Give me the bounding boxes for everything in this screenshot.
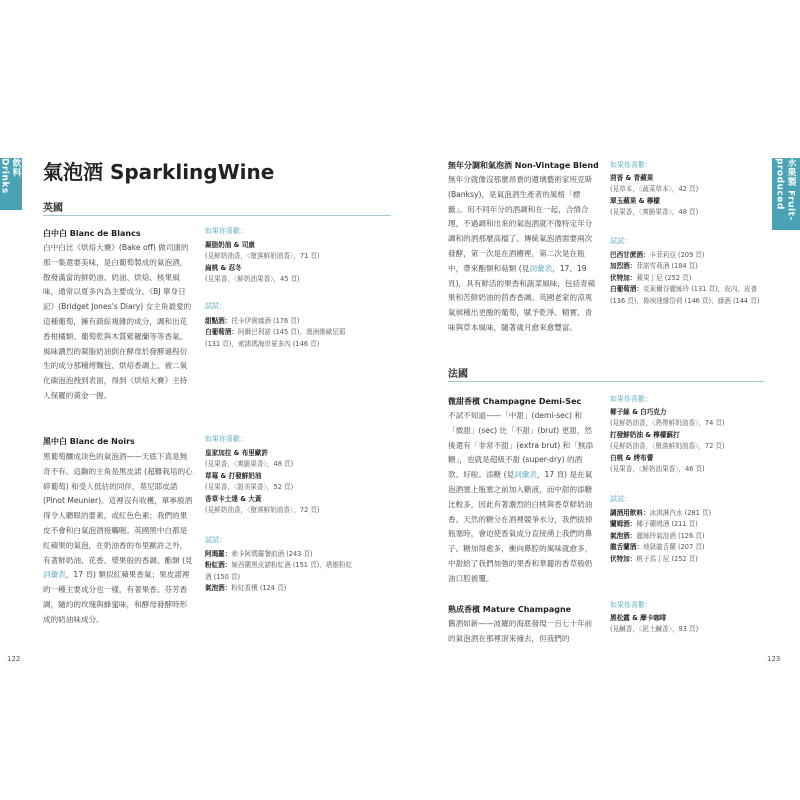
- try-list: 阿瑪羅：索卡阿瑪羅餐前酒 (243 頁) 粉紅酒：姬西蘭黑皮諾粉紅酒 (151 頁)，塔維粉紅酒 (150 頁) 氣泡酒：粉紅香檳 (124 頁): [205, 550, 353, 593]
- section-tab-drinks: 飲料 Drinks: [0, 158, 22, 210]
- try-label: 試試：: [205, 536, 226, 544]
- try-label: 試試：: [205, 302, 226, 310]
- section-divider: [448, 381, 764, 382]
- heading-blanc-de-noirs: 黑中白 Blanc de Noirs: [43, 437, 135, 446]
- if-you-like-label: 如果你喜歡：: [205, 227, 247, 235]
- pairing-item: 凝脂奶油 & 司康 (見鮮奶油香，〈墮落鮮奶油香〉，71 頁): [205, 241, 320, 261]
- if-you-like-label: 如果你喜歡：: [610, 395, 652, 403]
- section-heading-france: 法國: [448, 369, 468, 380]
- body-mature-champagne: 舊酒如新——波羅的海底發現一百七十年前的氣泡酒在那裡滾來撞去，但我們的: [448, 619, 593, 643]
- heading-non-vintage-blend: 無年分調和氣泡酒 Non-Vintage Blend: [448, 161, 599, 170]
- if-you-like-list: 黑松露 & 摩卡咖啡 (見鹹香，〈泥土鹹香〉，93 頁): [610, 614, 699, 634]
- page-title: 氣泡酒 SparklingWine: [43, 160, 275, 184]
- pairing-item: 扁桃 & 忍冬 (見果香，〈鮮奶油果香〉，45 頁): [205, 263, 300, 284]
- if-you-like-list: 椰子絲 & 白巧克力 (見鮮奶油香，〈熱帶鮮奶油香〉，74 頁) 打發鮮奶油 & 檸檬蘇打 (見鮮奶油香，〈墮落鮮奶油香〉，72 頁) 白桃 & 烤布蕾 (見果香，〈鮮奶油果香〉，46 頁): [610, 408, 725, 474]
- if-you-like-label: 如果你喜歡：: [610, 161, 652, 169]
- glossary-link[interactable]: 詞彙表: [514, 470, 537, 480]
- try-label: 試試：: [610, 495, 631, 503]
- section-divider: [43, 215, 391, 216]
- body-blanc-de-blancs: 白中白比《烘焙大賽》(Bake off) 做司康的那一集還要美味，是白葡萄製成的氣泡酒，散發滿當的鮮奶油、奶油、烘焙、核果風味，通常以夏多內為主要成分。《BJ 單身日記》(Bridget Jones's Diary) 女主角最愛的這種葡萄，擁有錯綜複雜的成分，調和出花香柑橘類、葡萄乾與木質紫羅蘭等等香氣。風味濃烈的凝脂奶油倒在酵母於發酵過程衍生的成分那種烤麵包、烘焙香調上，被二氧化碳泡泡拽到表面，得到《烘焙大賽》主持人保羅的黃金一握。: [43, 243, 192, 400]
- body-non-vintage-blend: 無年分就像沒那麼昂貴的遺璃藝術家班克斯 (Banksy)，是氣泡酒生產者的風格「標籤」。用不同年分的酒調和在一起，合情合理，不過調和出來的氣泡酒就不像特定年分調和的酒那麼高檔了。傳統氣泡酒需要兩次發酵，第一次是在酒槽裡，第二次是在瓶中，帶來酯類和萜類 (見詞彙表，17、19 頁)，具有鮮活的果香和蔬菜風味，包括青蘋果和苦鮮奶油的茴香香調。英國老家的涼爽氣候種出更酸的葡萄，賦予乾淨、精實、青味與草本風味，隨著歲月愈來愈豐富。: [448, 175, 596, 332]
- heading-blanc-de-blancs: 白中白 Blanc de Blancs: [43, 229, 141, 238]
- glossary-link[interactable]: 詞彙表: [529, 263, 553, 273]
- if-you-like-label: 如果你喜歡：: [205, 435, 247, 443]
- try-list: 巴西甘蔗酒：卡菲莉亞 (209 頁) 加烈酒：菲諾雪莉酒 (184 頁) 伏特加：蘋果丁尼 (252 頁) 白葡萄酒：克萊爾谷麗絲玲 (131 頁)，皮內，皮普 (136 頁)，魯埃達維岱荷 (146 頁)，綠酒 (144 頁): [610, 251, 760, 305]
- heading-champagne-demi-sec: 微甜香檳 Champagne Demi-Sec: [448, 397, 582, 406]
- try-list: 甜點酒：托卡伊貴腐酒 (176 頁) 白葡萄酒：阿爾巴利諾 (145 頁)，澳洲維歐尼耶 (131 頁)，索諾瑪海岸夏多內 (146 頁): [205, 317, 346, 348]
- page-number-left: 122: [7, 655, 21, 663]
- heading-mature-champagne: 熟成香檳 Mature Champagne: [448, 605, 572, 614]
- glossary-link[interactable]: 詞彙表: [43, 570, 66, 580]
- if-you-like-list: 茴香 & 青蘋果 (見草本，〈蔬菜草本〉，42 頁) 翠玉蘋果 & 檸檬 (見果香，〈爽脆果香〉，48 頁): [610, 174, 699, 217]
- try-label: 試試：: [610, 237, 631, 245]
- body-blanc-de-noirs: 黑葡萄釀成淡色的氣泡酒——天底下真是無奇不有。這齣的主角是黑皮諾 (超難栽培的心碎葡萄) 和受人低估的同伴，莫尼耶皮諾 (Pinot Meunier)。這裡沒有收穫，單寧殷酒得令人聽眼的要素，或紅色色素；我們的果皮不會和白氣泡酒接觸喔。英國黑中白都是紅蘋果的氣泡，在奶油香的布里歐許之外，有著鮮奶油、花香、漿果般的香調。酯類 (見詞彙表，17 頁) 類似紅蘋果香氣；果皮諾裡的一種主要成分也一樣，有著果香、芬芳香調，隨約的玫瑰與蜂蜜味，和酵母發酵時形成的奶油味成分。: [43, 452, 193, 624]
- page-number-right: 123: [767, 655, 781, 663]
- try-list: 調酒用飲料：冰淇淋汽水 (281 頁) 蘭姆酒：椰子蘭姆酒 (211 頁) 氣泡酒：麗絲玲氣泡酒 (126 頁) 龍舌蘭酒：地獄龍舌蘭 (207 頁) 伏特加：桃子馬丁尼 (252 頁): [610, 509, 712, 563]
- body-champagne-demi-sec: 不試不知道——「中甜」(demi-sec) 和「微甜」(sec) 比「不甜」(brut) 更甜，然後還有「非常不甜」(extra brut) 和「無添糖」，也就是超級不甜 (super-dry) 的酒款。好啦。添糖 (見詞彙表，17 頁) 是在氣泡酒塞上瓶塞之前加入糖液，而中甜的添糖比較多，因此有著濃烈的白桃與香草鮮奶油香。天然的糖分在酒裡競爭水分，我們拔掉瓶塞時，會迫使香氣成分直接湧上我們的鼻子。糖加得愈多，衝向鼻腔的風味就愈多，中甜給了我們加強的果香和華麗的香草般奶油口腔被覆。: [448, 411, 593, 583]
- if-you-like-label: 如果你喜歡：: [610, 601, 652, 609]
- if-you-like-list: 皇家加拉 & 布里歐許 (見果香，〈爽脆果香〉，48 頁) 草莓 & 打發鮮奶油 (見果香，〈甜美果香〉，52 頁) 香草卡士達 & 大黃 (見鮮奶油香，〈墮落鮮奶油香〉，72 頁): [205, 449, 320, 515]
- if-you-like-list: [205, 240, 355, 286]
- section-heading-uk: 英國: [43, 203, 63, 214]
- section-tab-fruit-produced: 水果製 Fruit-produced: [772, 158, 800, 230]
